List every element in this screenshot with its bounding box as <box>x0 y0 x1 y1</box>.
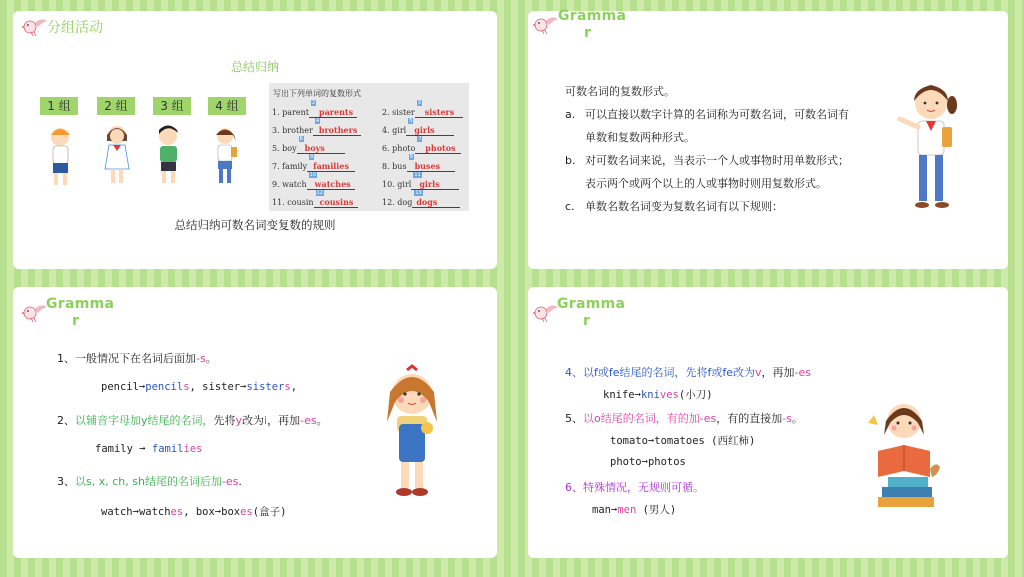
worksheet-heading: 写出下列单词的复数形式 <box>273 89 361 98</box>
panel-subtitle: 总结归纳 <box>230 60 279 74</box>
group-1-label: 1 组 <box>40 97 78 115</box>
panel-title: 分组活动 <box>47 20 103 36</box>
slide-panel-group-activity[interactable] <box>13 11 497 269</box>
worksheet-item: 6. photo 7 photos <box>382 143 461 154</box>
worksheet-item: 9. watch 10 watches <box>272 179 355 190</box>
example-7: man➞men (男人) <box>592 504 677 516</box>
worksheet-item: 1. parent 2 parents <box>272 107 357 118</box>
rule-2: 2、以辅音字母加y结尾的名词，先将y改为i，再加-es。 <box>57 414 328 427</box>
group-4-label: 4 组 <box>208 97 246 115</box>
worksheet-item: 12. dog 13 dogs <box>382 197 460 208</box>
example-5: tomato➞tomatoes (西红柿) <box>610 435 756 447</box>
example-2: family ➞ families <box>95 443 203 455</box>
exercise-worksheet <box>269 83 469 211</box>
worksheet-item: 10. girl 11 girls <box>382 179 459 190</box>
girl-pigtails-illustration <box>377 362 447 502</box>
rule-c: c. 单数名数名词变为复数名词有以下规则： <box>565 200 783 213</box>
slide-panel-grammar-rules-2[interactable] <box>528 287 1008 558</box>
panel-title: Gramma r <box>46 296 115 329</box>
example-4: knife➞knives(小刀) <box>603 389 713 401</box>
panel-title: Gramma r <box>558 8 627 41</box>
bird-icon <box>532 13 560 35</box>
kid-illustration <box>151 121 187 189</box>
example-1: pencil➞pencils, sister➞sisters, <box>101 381 298 393</box>
rule-6: 6、特殊情况，无规则可循。 <box>565 481 704 494</box>
bird-icon <box>21 15 49 37</box>
worksheet-item: 7. family 8 families <box>272 161 355 172</box>
intro-text: 可数名词的复数形式。 <box>565 85 675 98</box>
rule-a: a. 可以直接以数字计算的名词称为可数名词，可数名词有 <box>565 108 849 121</box>
worksheet-item: 3. brother 4 brothers <box>272 125 361 136</box>
slide-panel-grammar-intro[interactable] <box>528 8 1008 269</box>
worksheet-item: 11. cousin 12 cousins <box>272 197 358 208</box>
kid-illustration <box>43 121 79 189</box>
group-3-label: 3 组 <box>153 97 191 115</box>
kid-illustration <box>207 121 243 189</box>
worksheet-item: 5. boy 6 boys <box>272 143 345 154</box>
panel-title: Gramma r <box>557 296 626 329</box>
rule-b: b. 对可数名词来说，当表示一个人或事物时用单数形式； <box>565 154 849 167</box>
worksheet-item: 8. bus 9 buses <box>382 161 455 172</box>
rule-b-cont: 表示两个或两个以上的人或事物时则用复数形式。 <box>585 177 827 190</box>
rule-5: 5、以o结尾的名词，有的加-es，有的直接加-s。 <box>565 412 803 425</box>
summary-note: 总结归纳可数名词变复数的规则 <box>174 218 336 232</box>
example-6: photo➞photos <box>610 456 686 468</box>
example-3: watch➞watches, box➞boxes(盒子) <box>101 506 287 518</box>
girl-reading-illustration <box>864 395 942 519</box>
kid-illustration <box>99 121 135 189</box>
group-2-label: 2 组 <box>97 97 135 115</box>
rule-1: 1、一般情况下在名词后面加-s。 <box>57 352 217 365</box>
rule-4: 4、以f或fe结尾的名词，先将f或fe改为v，再加-es <box>565 366 812 379</box>
girl-waving-illustration <box>896 75 966 211</box>
bird-icon <box>21 301 49 323</box>
rule-3: 3、以s, x, ch, sh结尾的名词后加-es. <box>57 475 242 488</box>
slide-panel-grammar-rules-1[interactable] <box>13 287 497 558</box>
bird-icon <box>532 301 560 323</box>
rule-a-cont: 单数和复数两种形式。 <box>585 131 695 144</box>
worksheet-item: 2. sister 3 sisters <box>382 107 463 118</box>
worksheet-item: 4. girl 5 girls <box>382 125 454 136</box>
